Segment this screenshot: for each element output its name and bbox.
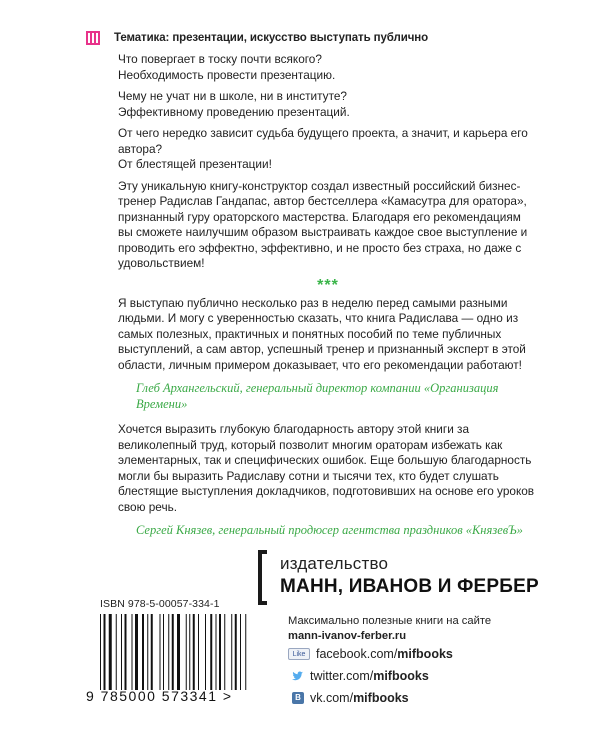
question-text: От чего нередко зависит судьба будущего проекта, а значит, и карьера его автора?	[118, 126, 528, 156]
publisher-site-link[interactable]: mann-ivanov-ferber.ru	[288, 630, 407, 642]
site-promo	[288, 614, 491, 644]
twitter-bird-icon	[292, 670, 304, 682]
question-text: Чему не учат ни в школе, ни в институте?	[118, 89, 347, 103]
twitter-handle: mifbooks	[373, 669, 429, 683]
barcode-stripe	[160, 614, 161, 690]
barcode-stripe	[193, 614, 195, 690]
publisher-bracket	[258, 550, 267, 605]
barcode-stripe	[210, 614, 212, 690]
topic-bars-icon	[86, 31, 104, 45]
barcode-stripe	[177, 614, 180, 690]
barcode-stripe	[135, 614, 138, 690]
publisher-block	[258, 550, 578, 610]
isbn-text: ISBN 978-5-00057-334-1	[100, 598, 220, 610]
twitter-prefix: twitter.com/	[310, 669, 374, 683]
barcode-stripe	[109, 614, 112, 690]
social-links	[288, 643, 453, 709]
barcode-stripe	[189, 614, 190, 690]
facebook-handle: mifbooks	[397, 647, 453, 661]
intro-question-3	[118, 126, 538, 173]
barcode-stripe	[121, 614, 122, 690]
barcode-stripe	[224, 614, 225, 690]
separator-stars: ***	[317, 276, 339, 294]
barcode-stripe	[245, 614, 246, 690]
twitter-url	[310, 669, 429, 683]
book-description: Эту уникальную книгу-конструктор создал известный российский бизнес-тренер Радислав Гандапас, автор бестселлера «Камасутра для оратора», признанный гуру ораторского мастерства. Благодаря его рекомендациям вы сможете наилучшим образом выстраивать каждое свое выступление и проводить его эффектно, эффективно, и не просто без страха, но даже с удовольствием!	[118, 178, 528, 270]
barcode-stripe	[104, 614, 106, 690]
facebook-like-icon	[288, 648, 310, 660]
facebook-link[interactable]	[288, 643, 453, 665]
vk-icon: В	[292, 692, 304, 704]
barcode-stripe	[116, 614, 117, 690]
barcode-stripe	[235, 614, 237, 690]
facebook-url	[316, 647, 453, 661]
barcode-stripe	[219, 614, 221, 690]
publisher-label: издательство	[280, 554, 389, 573]
barcode-area	[86, 598, 256, 704]
back-cover-text	[118, 52, 538, 548]
topic-text: Тематика: презентации, искусство выступать публично	[114, 32, 429, 44]
barcode-graphic	[100, 614, 248, 690]
review-1-text: Я выступаю публично несколько раз в неделю перед самыми разными людьми. И могу с уверенностью сказать, что книга Радислава — одно из самых полезных, практичных и понятных пособий по теме публичных выступлений, а сам автор, успешный тренер и признанный эксперт в этой области, личным примером доказывает, что его рекомендации работают!	[118, 295, 526, 372]
barcode-digits: 9 785000 573341 >	[86, 688, 233, 704]
barcode-stripe	[186, 614, 187, 690]
answer-text: От блестящей презентации!	[118, 157, 272, 171]
barcode-stripe	[147, 614, 148, 690]
barcode-stripe	[142, 614, 144, 690]
question-text: Что повергает в тоску почти всякого?	[118, 52, 322, 66]
vk-link[interactable]	[288, 687, 453, 709]
barcode-stripe	[240, 614, 241, 690]
barcode-stripe	[125, 614, 127, 690]
review-2-author: Сергей Князев, генеральный продюсер агентства праздников «КнязевЪ»	[136, 523, 523, 537]
intro-question-2	[118, 89, 538, 120]
barcode-stripe	[216, 614, 217, 690]
review-2-text: Хочется выразить глубокую благодарность автору этой книги за великолепный труд, который позволит многим ораторам избежать как элементарных, так и специфических ошибок. Еще большую благодарность могли бы выразить Радиславу сотни и тысячи тех, кто будет слушать блестящие выступления докладчиков, подготовивших на основе его уроков свою речь.	[118, 422, 535, 514]
topic-header	[86, 28, 566, 48]
barcode-stripe	[231, 614, 232, 690]
barcode-stripe	[132, 614, 133, 690]
barcode-stripe	[163, 614, 164, 690]
answer-text: Эффективному проведению презентаций.	[118, 104, 350, 119]
twitter-link[interactable]	[288, 665, 453, 687]
barcode-stripe	[198, 614, 199, 690]
like-label: Like	[292, 651, 306, 658]
answer-text: Необходимость провести презентацию.	[118, 67, 336, 82]
vk-prefix: vk.com/	[310, 691, 354, 705]
barcode-stripe	[151, 614, 153, 690]
publisher-name: МАНН, ИВАНОВ И ФЕРБЕР	[280, 576, 539, 597]
intro-question-1	[118, 52, 538, 83]
barcode-stripe	[168, 614, 169, 690]
barcode-stripe	[172, 614, 174, 690]
promo-text: Максимально полезные книги на сайте	[288, 615, 492, 627]
review-1-author: Глеб Архангельский, генеральный директор компании «Организация Времени»	[136, 381, 499, 411]
barcode-stripe	[205, 614, 206, 690]
vk-url	[310, 691, 409, 705]
facebook-prefix: facebook.com/	[316, 647, 398, 661]
vk-handle: mifbooks	[353, 691, 409, 705]
barcode-stripe	[100, 614, 101, 690]
